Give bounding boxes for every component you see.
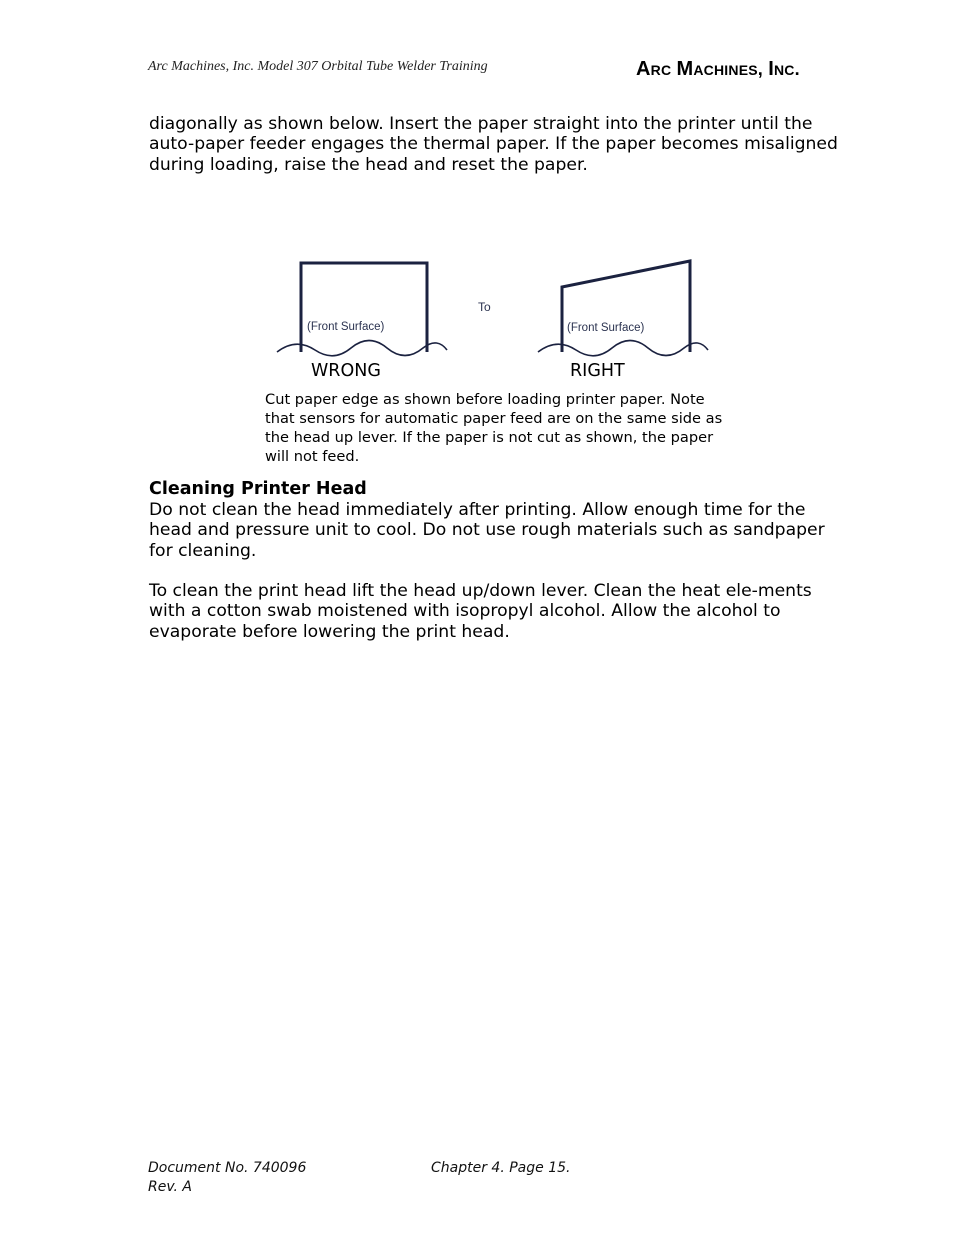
- intro-paragraph: diagonally as shown below. Insert the paper straight into the printer until the auto-paper feeder engages the thermal paper. If the paper becomes misaligned during loading, raise the head and reset the paper.: [149, 114, 838, 175]
- to-label: To: [478, 300, 491, 314]
- wrong-paper-outline: [301, 263, 427, 352]
- wrong-surface-label: (Front Surface): [307, 321, 385, 333]
- company-logo: ARC MACHINES, INC.: [636, 58, 800, 80]
- footer-document-number: Document No. 740096: [148, 1160, 307, 1176]
- right-paper-outline: [562, 261, 690, 352]
- cleaning-paragraph-2: To clean the print head lift the head up/down lever. Clean the heat ele-ments with a cotton swab moistened with isopropyl alcohol. Allow the alcohol to evaporate before lowering the print head.: [149, 581, 812, 642]
- paper-cut-diagram: [265, 252, 715, 362]
- paper-cut-figure: [265, 252, 715, 372]
- footer-page-reference: Chapter 4. Page 15.: [431, 1160, 571, 1176]
- footer-revision: Rev. A: [148, 1179, 192, 1195]
- section-heading: Cleaning Printer Head: [149, 479, 367, 499]
- right-surface-label: (Front Surface): [567, 322, 645, 334]
- wrong-label: WRONG: [311, 361, 381, 381]
- running-header-title: Arc Machines, Inc. Model 307 Orbital Tube Welder Training: [148, 59, 488, 74]
- figure-caption: Cut paper edge as shown before loading printer paper. Note that sensors for automatic paper feed are on the same side as the head up lever. If the paper is not cut as shown, the paper will not feed.: [265, 391, 723, 465]
- cleaning-paragraph-1: Do not clean the head immediately after printing. Allow enough time for the head and pressure unit to cool. Do not use rough materials such as sandpaper for cleaning.: [149, 500, 825, 561]
- right-label: RIGHT: [570, 361, 625, 381]
